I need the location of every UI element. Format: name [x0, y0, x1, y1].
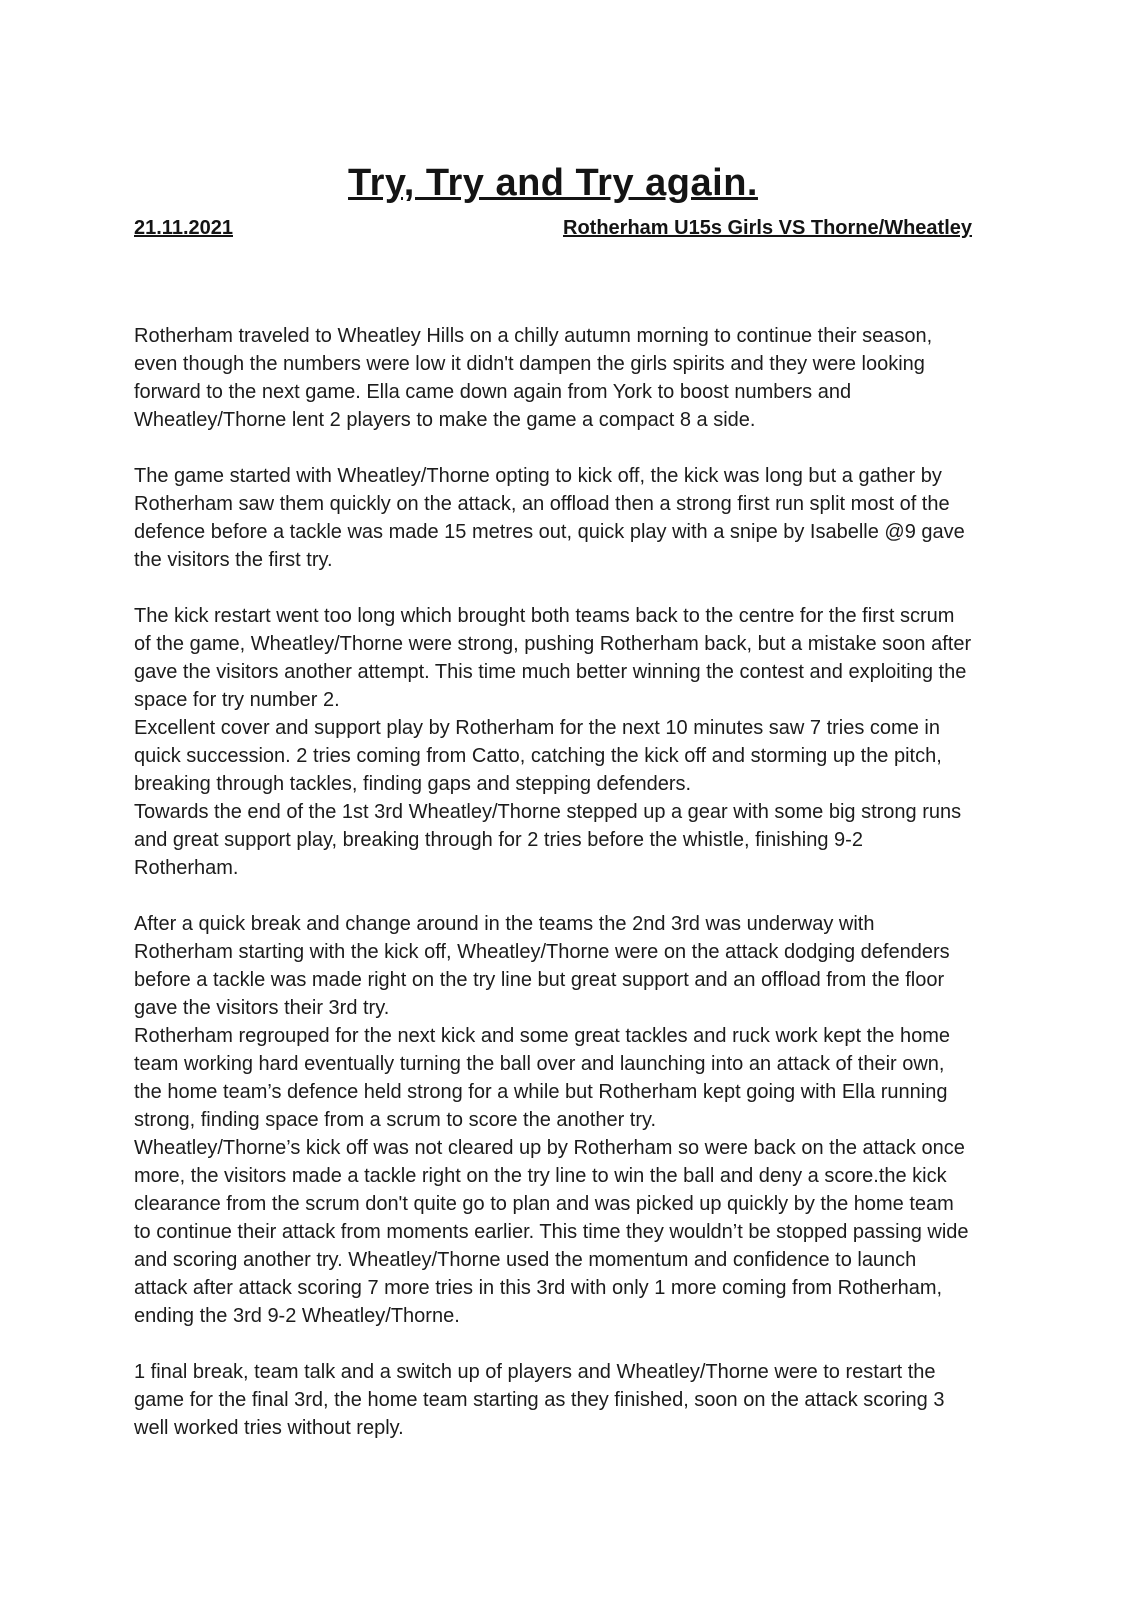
- body-paragraph: The kick restart went too long which brought both teams back to the centre for the first scrum of the game, Wheatley/Thorne were strong, pushing Rotherham back, but a mistake soon after gave the visitors another attempt. This time much better winning the contest and exploiting the space for try number 2.: [134, 605, 972, 711]
- body-paragraph: Wheatley/Thorne’s kick off was not cleared up by Rotherham so were back on the attack once more, the visitors made a tackle right on the try line to win the ball and deny a score.the kick clearance from the scrum don't quite go to plan and was picked up quickly by the home team to continue their attack from moments earlier. This time they wouldn’t be stopped passing wide and scoring another try. Wheatley/Thorne used the momentum and confidence to launch attack after attack scoring 7 more tries in this 3rd with only 1 more coming from Rotherham, ending the 3rd 9-2 Wheatley/Thorne.: [134, 1137, 969, 1327]
- document-content: [134, 160, 972, 1442]
- body-paragraph: 1 final break, team talk and a switch up of players and Wheatley/Thorne were to restart the game for the final 3rd, the home team starting as they finished, soon on the attack scoring 3 well worked tries without reply.: [134, 1361, 945, 1439]
- body-paragraph: The game started with Wheatley/Thorne opting to kick off, the kick was long but a gather by Rotherham saw them quickly on the attack, an offload then a strong first run split most of the defence before a tackle was made 15 metres out, quick play with a snipe by Isabelle @9 gave the visitors the first try.: [134, 465, 965, 571]
- body-paragraph: After a quick break and change around in the teams the 2nd 3rd was underway with Rotherham starting with the kick off, Wheatley/Thorne were on the attack dodging defenders before a tackle was made right on the try line but great support and an offload from the floor gave the visitors their 3rd try.: [134, 913, 950, 1019]
- match-title: Rotherham U15s Girls VS Thorne/Wheatley: [563, 217, 972, 239]
- body-paragraph: Rotherham traveled to Wheatley Hills on a chilly autumn morning to continue their season, even though the numbers were low it didn't dampen the girls spirits and they were looking forward to the next game. Ella came down again from York to boost numbers and Wheatley/Thorne lent 2 players to make the game a compact 8 a side.: [134, 325, 933, 431]
- date-label: 21.11.2021: [134, 217, 233, 239]
- body-paragraph: Excellent cover and support play by Rotherham for the next 10 minutes saw 7 tries come in quick succession. 2 tries coming from Catto, catching the kick off and storming up the pitch, breaking through tackles, finding gaps and stepping defenders.: [134, 717, 942, 795]
- meta-row: [134, 214, 972, 242]
- document-title: Try, Try and Try again.: [348, 162, 758, 204]
- article-body: [134, 322, 972, 1442]
- body-paragraph: Rotherham regrouped for the next kick and some great tackles and ruck work kept the home team working hard eventually turning the ball over and launching into an attack of their own, the home team’s defence held strong for a while but Rotherham kept going with Ella running strong, finding space from a scrum to score the another try.: [134, 1025, 950, 1131]
- body-paragraph: Towards the end of the 1st 3rd Wheatley/Thorne stepped up a gear with some big strong runs and great support play, breaking through for 2 tries before the whistle, finishing 9-2 Rotherham.: [134, 801, 962, 879]
